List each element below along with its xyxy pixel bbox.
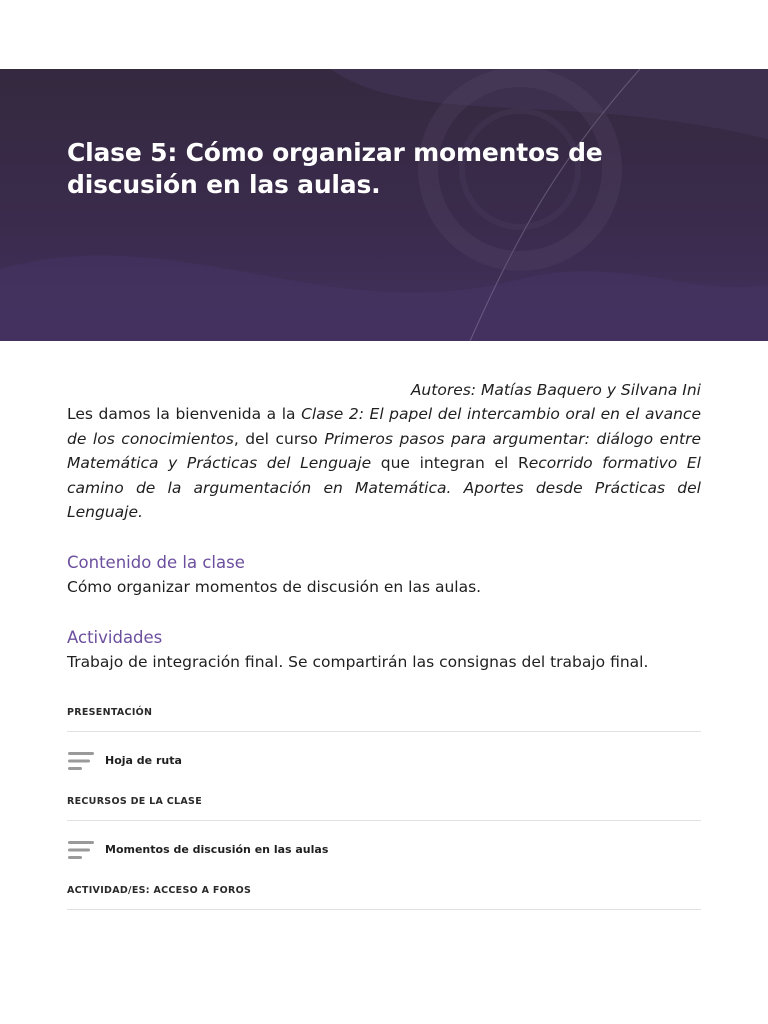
contenido-heading: Contenido de la clase — [67, 552, 245, 572]
authors-line: Autores: Matías Baquero y Silvana Ini — [410, 381, 701, 399]
contenido-section — [67, 551, 701, 599]
welcome-paragraph — [67, 402, 701, 525]
intro-text: que integran el R — [371, 454, 529, 472]
section-header-presentacion: PRESENTACIÓN — [67, 700, 701, 732]
section-header-actividades-foros: ACTIVIDAD/ES: ACCESO A FOROS — [67, 878, 701, 910]
path-name: ecorrido formativo El camino de la argumentación en Matemática. Aportes desde Prácticas del Lenguaje. — [67, 454, 701, 521]
list-item-hoja-de-ruta[interactable] — [67, 732, 701, 789]
course-name: Primeros pasos para argumentar: diálogo entre Matemática y Prácticas del Lenguaje — [67, 429, 702, 472]
actividades-heading: Actividades — [67, 627, 163, 647]
actividades-text: Trabajo de integración final. Se compartirán las consignas del trabajo final. — [67, 652, 649, 671]
list-item-label: Momentos de discusión en las aulas — [105, 843, 329, 856]
section-header-recursos: RECURSOS DE LA CLASE — [67, 789, 701, 821]
contenido-text: Cómo organizar momentos de discusión en las aulas. — [67, 577, 482, 596]
intro-text: , del curso — [233, 429, 325, 448]
page-title: Clase 5: Cómo organizar momentos de discusión en las aulas. — [67, 138, 603, 199]
class-intro — [67, 378, 701, 674]
hero-decoration — [0, 69, 768, 341]
class-sections-list — [67, 700, 701, 910]
menu-lines-icon — [67, 750, 97, 772]
hero-banner — [0, 69, 768, 341]
list-item-label: Hoja de ruta — [105, 754, 182, 767]
intro-text: Les damos la bienvenida a la — [67, 405, 302, 423]
list-item-momentos-de-discusion[interactable] — [67, 821, 701, 878]
menu-lines-icon — [67, 839, 97, 861]
actividades-section — [67, 626, 701, 674]
class-name: Clase 2: El papel del intercambio oral en el avance de los conocimientos — [67, 405, 701, 448]
